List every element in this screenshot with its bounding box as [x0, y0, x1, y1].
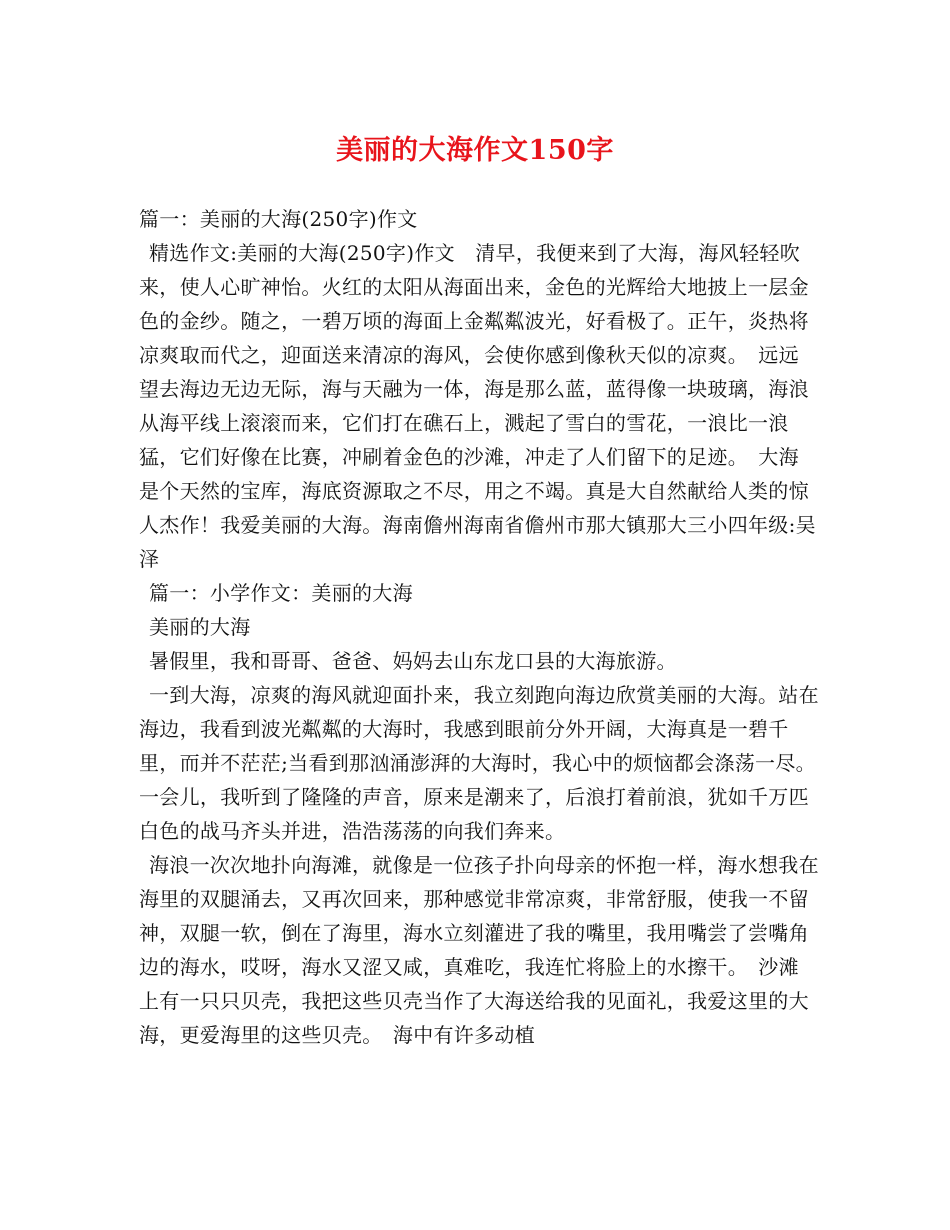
section-heading-2: 篇一：小学作文：美丽的大海 — [149, 581, 413, 605]
paragraph-4: 海浪一次次地扑向海滩，就像是一位孩子扑向母亲的怀抱一样，海水想我在海里的双腿涌去，又再次回来，那种感觉非常凉爽，非常舒服，使我一不留神，双腿一软，倒在了海里，海水立刻灌进了我的嘴里，我用嘴尝了尝嘴角边的海水，哎呀，海水又涩又咸，真难吃，我连忙将脸上的水擦干。 沙滩上有一只只贝壳，我把这些贝壳当作了大海送给我的见面礼，我爱这里的大海，更爱海里的这些贝壳。 海中有许多动植 — [139, 853, 819, 1047]
paragraph-3: 一到大海，凉爽的海风就迎面扑来，我立刻跑向海边欣赏美丽的大海。站在海边，我看到波光粼粼的大海时，我感到眼前分外开阔，大海真是一碧千里，而并不茫茫;当看到那汹涌澎湃的大海时，我心中的烦恼都会涤荡一尽。一会儿，我听到了隆隆的声音，原来是潮来了，后浪打着前浪，犹如千万匹白色的战马齐头并进，浩浩荡荡的向我们奔来。 — [139, 683, 819, 843]
document-body — [139, 202, 819, 1052]
paragraph-1: 精选作文:美丽的大海(250字)作文 清早，我便来到了大海，海风轻轻吹来，使人心旷神怡。火红的太阳从海面出来，金色的光辉给大地披上一层金色的金纱。随之，一碧万顷的海面上金粼粼波光，好看极了。正午，炎热将凉爽取而代之，迎面送来清凉的海风，会使你感到像秋天似的凉爽。 远远望去海边无边无际，海与天融为一体，海是那么蓝，蓝得像一块玻璃，海浪从海平线上滚滚而来，它们打在礁石上，溅起了雪白的雪花，一浪比一浪猛，它们好像在比赛，冲刷着金色的沙滩，冲走了人们留下的足迹。 大海是个天然的宝库，海底资源取之不尽，用之不竭。真是大自然献给人类的惊人杰作！我爱美丽的大海。海南儋州海南省儋州市那大镇那大三小四年级:吴泽 — [139, 241, 816, 571]
article-subtitle: 美丽的大海 — [149, 615, 251, 639]
paragraph-2: 暑假里，我和哥哥、爸爸、妈妈去山东龙口县的大海旅游。 — [149, 649, 677, 673]
document-title: 美丽的大海作文150字 — [336, 135, 614, 166]
section-heading-1: 篇一：美丽的大海(250字)作文 — [139, 207, 418, 231]
